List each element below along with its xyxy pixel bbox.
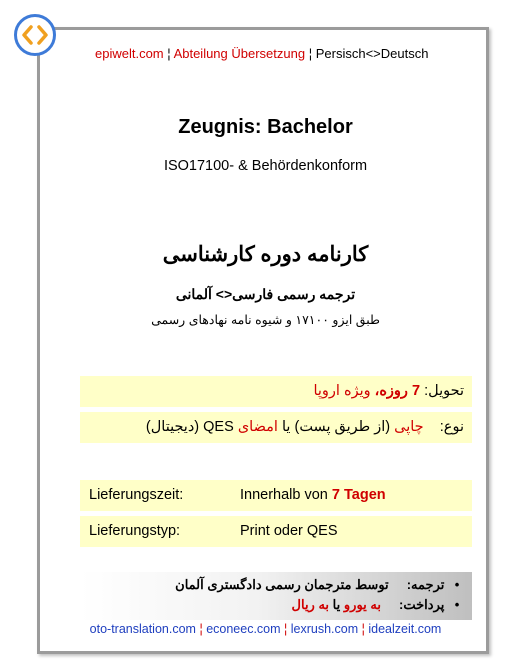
type-de-row: [80, 516, 472, 547]
delivery-fa-value-bold: 7 روزه،: [374, 383, 421, 399]
footer-payment-euro: به یورو: [343, 597, 381, 612]
logo: [14, 14, 56, 56]
bullet-icon: •: [454, 597, 460, 612]
language-pair: Persisch<>Deutsch: [315, 46, 429, 61]
document-title: Zeugnis: Bachelor: [178, 116, 353, 138]
type-fa-label: نوع:: [439, 419, 464, 435]
delivery-de-label: Lieferungszeit:: [89, 487, 184, 503]
separator: ¦: [284, 622, 288, 636]
document-subtitle: ISO17100- & Behördenkonform: [163, 158, 368, 174]
link-econeec[interactable]: econeec.com: [206, 622, 281, 636]
delivery-de-value-prefix: Innerhalb von: [240, 487, 328, 503]
department-label: Abteilung Übersetzung: [173, 46, 306, 61]
code-brackets-icon: [21, 24, 49, 46]
type-de-label: Lieferungstyp:: [89, 523, 181, 539]
footer-box: [80, 572, 472, 620]
footer-links: [0, 622, 531, 636]
separator: ¦: [308, 46, 313, 61]
link-lexrush[interactable]: lexrush.com: [290, 622, 359, 636]
type-de-value: Print oder QES: [240, 523, 338, 539]
footer-translation-row: [175, 577, 466, 593]
link-oto-translation[interactable]: oto-translation.com: [89, 622, 196, 636]
type-fa-qes-note: (دیجیتال): [145, 419, 200, 435]
separator: ¦: [167, 46, 171, 61]
type-fa-row: [80, 412, 472, 443]
link-idealzeit[interactable]: idealzeit.com: [368, 622, 442, 636]
separator: ¦: [361, 622, 365, 636]
footer-payment-or: یا: [332, 597, 341, 612]
type-fa-qes: QES: [203, 419, 234, 435]
type-fa-print-note: (از طریق پست): [294, 419, 391, 435]
header-line: [95, 46, 485, 61]
persian-subtitle: ترجمه رسمی فارسی<> آلمانی: [175, 286, 356, 302]
separator: ¦: [199, 622, 203, 636]
persian-note: طبق ایزو ۱۷۱۰۰ و شیوه نامه نهادهای رسمی: [151, 313, 380, 327]
footer-payment-row: [292, 597, 466, 613]
delivery-de-value-bold: 7 Tagen: [331, 487, 386, 503]
delivery-fa-label: تحویل:: [424, 383, 464, 399]
footer-payment-label: پرداخت:: [399, 597, 445, 612]
type-fa-sign: امضای: [237, 419, 278, 435]
persian-title: کارنامه دوره کارشناسی: [162, 243, 369, 266]
footer-translation-value: توسط مترجمان رسمی دادگستری آلمان: [175, 577, 389, 592]
type-fa-print: چاپی: [394, 419, 424, 435]
bullet-icon: •: [454, 577, 460, 592]
footer-translation-label: ترجمه:: [406, 577, 445, 592]
type-fa-or: یا: [281, 419, 291, 435]
delivery-fa-value-rest: ویژه اروپا: [313, 383, 371, 399]
delivery-de-row: [80, 480, 472, 511]
site-link[interactable]: epiwelt.com: [95, 46, 164, 61]
footer-payment-rial: به ریال: [291, 597, 330, 612]
delivery-fa-row: [80, 376, 472, 407]
